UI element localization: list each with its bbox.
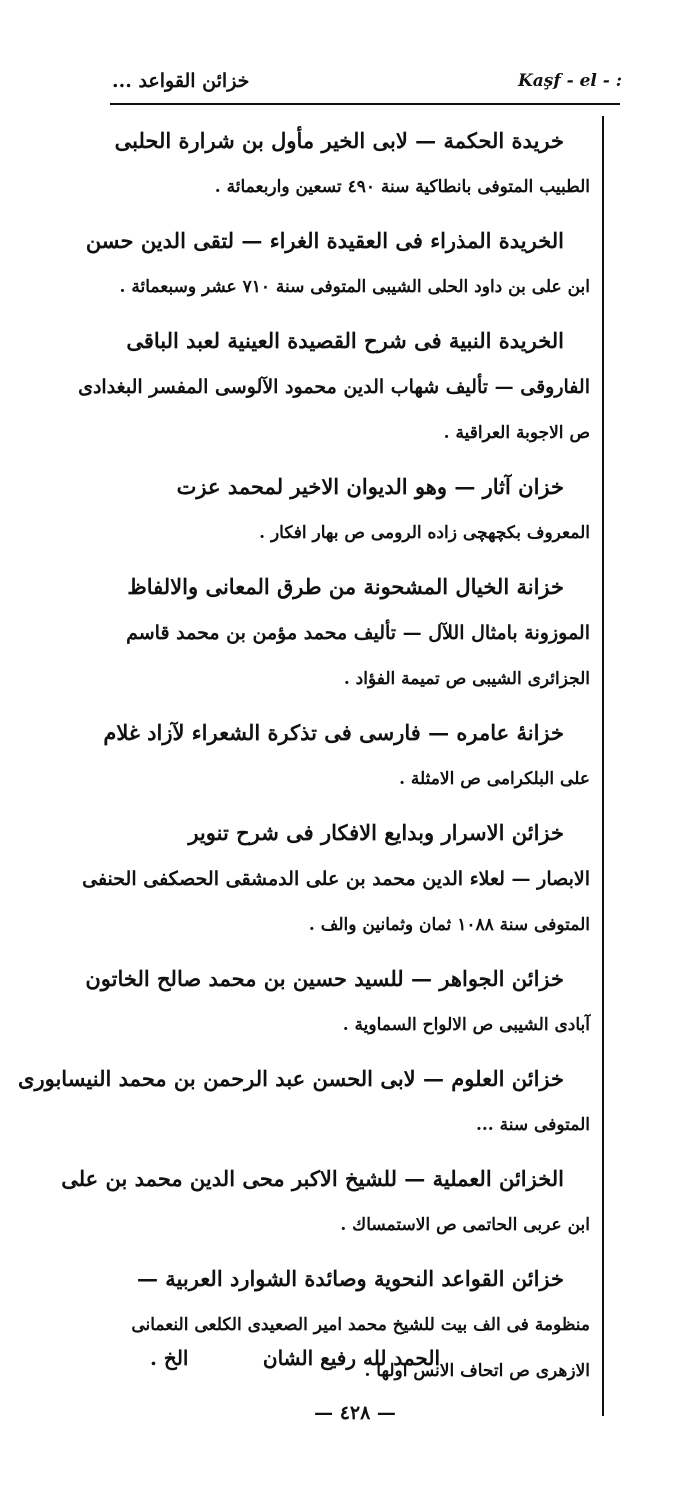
entry-line: الفاروقى — تأليف شهاب الدين محمود الآلوسى المفسر البغدادى: [78, 376, 590, 398]
entry-line: الابصار — لعلاء الدين محمد بن على الدمشقى الحصكفى الحنفى: [82, 868, 590, 890]
entry-line: ابن على بن داود الحلى الشيبى المتوفى سنة ٧١٠ عشر وسبعمائة .: [119, 277, 590, 297]
entry-khizana-amira: [103, 710, 590, 802]
entry-line: خزانة الخيال المشحونة من طرق المعانى والالفاظ: [127, 574, 564, 599]
entry-line: المعروف بكچهچى زاده الرومى ص بهار افكار .: [259, 523, 590, 543]
entry-khazain-al-jawahir: [85, 956, 590, 1048]
entry-line: الخزائن العملية — للشيخ الاكبر محى الدين محمد بن على: [61, 1166, 564, 1191]
verse-hemistich: الحمد لله رفيع الشان: [262, 1346, 440, 1370]
entry-line: الخريدة المذراء فى العقيدة الغراء — لتقى الدين حسن: [85, 228, 564, 253]
entry-line: خريدة الحكمة — لابى الخير مأول بن شرارة الحلبى: [114, 128, 564, 153]
running-head-arabic: خزائن القواعد ...: [112, 70, 250, 92]
entry-line: خزانهٔ عامره — فارسى فى تذكرة الشعراء لآزاد غلام: [103, 720, 564, 745]
entry-khizanat-al-khayal: [120, 564, 590, 702]
entry-line: الطبيب المتوفى بانطاكية سنة ٤٩٠ تسعين واربعمائة .: [214, 177, 590, 197]
entry-line: ابن عربى الحاتمى ص الاستمساك .: [340, 1215, 590, 1235]
entry-line: خزائن الاسرار وبدايع الافكار فى شرح تنوير: [188, 820, 564, 845]
entry-kharidat-al-hikma: [114, 118, 590, 210]
page-number: — ٤٢٨ —: [314, 1402, 396, 1424]
entry-al-kharida-al-nabiya: [78, 318, 590, 456]
entry-al-kharida-al-adhra: [85, 218, 590, 310]
entry-line: المتوفى سنة ...: [475, 1115, 590, 1135]
entry-khazan-athar: [120, 464, 590, 556]
header-rule: [110, 103, 620, 105]
bibliography-entries: [18, 118, 590, 1402]
entry-line: منظومة فى الف بيت للشيخ محمد امير الصعيدى الكلعى النعمانى: [131, 1315, 590, 1335]
entry-line: خزائن القواعد النحوية وصائدة الشوارد العربية —: [136, 1266, 564, 1291]
entry-line: على البلكرامى ص الامثلة .: [399, 769, 590, 789]
entry-khazain-al-ulum: [18, 1056, 590, 1148]
verse-etc: الخ .: [150, 1346, 189, 1370]
entry-al-khazain-al-amaliya: [61, 1156, 590, 1248]
entry-line: آبادى الشيبى ص الالواح السماوية .: [342, 1015, 590, 1035]
entry-line: خزائن الجواهر — للسيد حسين بن محمد صالح الخاتون: [85, 966, 564, 991]
entry-line: ص الاجوبة العراقية .: [443, 423, 590, 443]
running-head-latin: Kaşf - el - :: [518, 71, 623, 91]
entry-line: خزان آثار — وهو الديوان الاخير لمحمد عزت: [176, 474, 564, 499]
entry-line: المتوفى سنة ١٠٨٨ ثمان وثمانين والف .: [308, 915, 590, 935]
entry-line: الازهرى ص اتحاف الانس اولها .: [364, 1361, 590, 1381]
entry-line: الجزائرى الشيبى ص تميمة الفؤاد .: [343, 669, 590, 689]
entry-line: خزائن العلوم — لابى الحسن عبد الرحمن بن محمد النيسابورى: [18, 1066, 564, 1091]
margin-rule: [602, 116, 604, 1416]
entry-line: الخريدة النبية فى شرح القصيدة العينية لعبد الباقى: [126, 328, 564, 353]
entry-khazain-al-asrar: [82, 810, 590, 948]
entry-line: الموزونة بامثال اللآل — تأليف محمد مؤمن بن محمد قاسم: [126, 622, 590, 644]
